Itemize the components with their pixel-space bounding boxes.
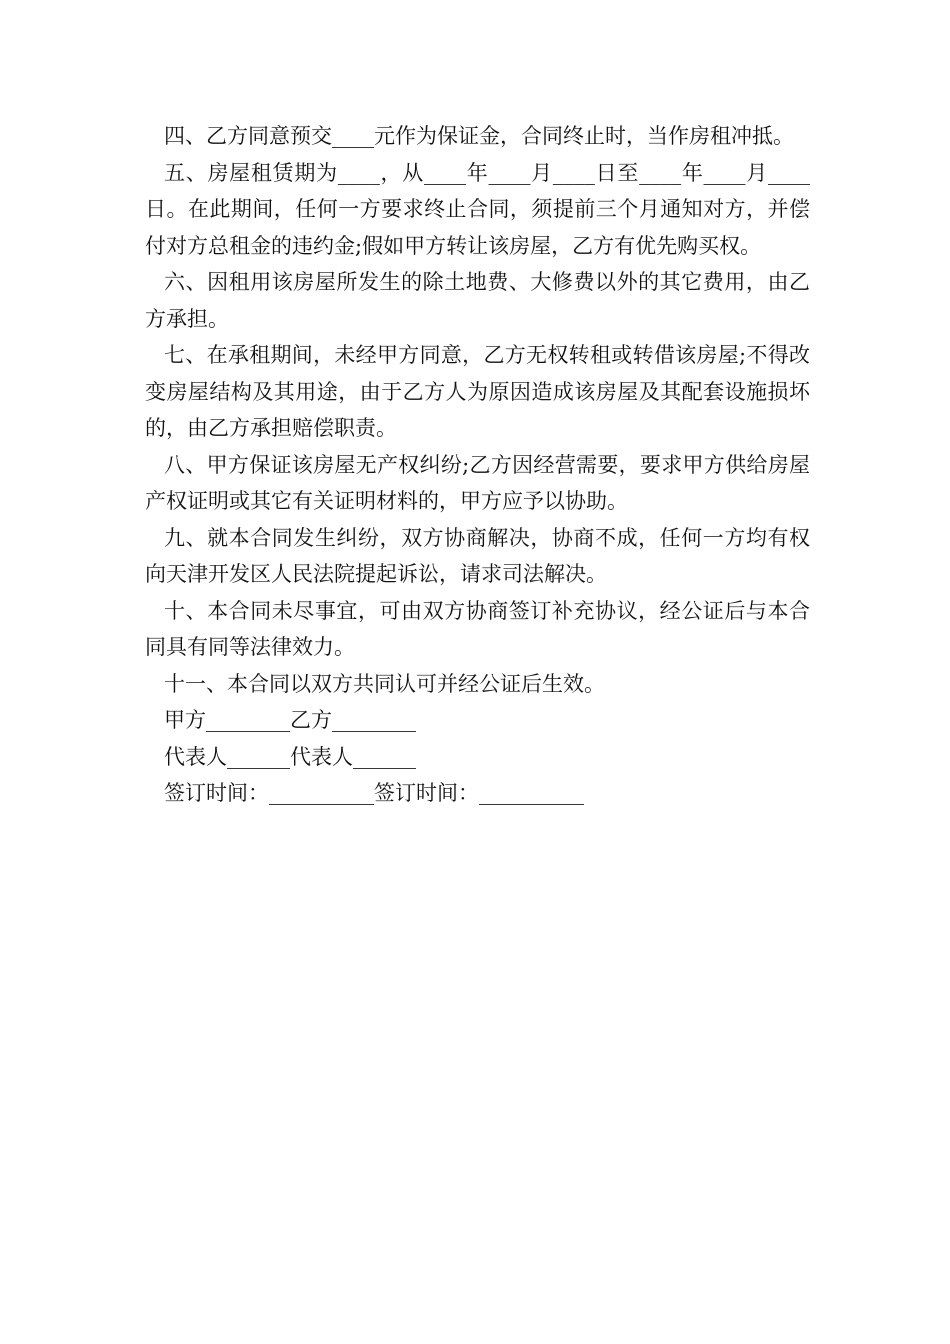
clause-4: 四、乙方同意预交____元作为保证金，合同终止时，当作房租冲抵。 — [164, 124, 794, 148]
clause-6: 六、因租用该房屋所发生的除土地费、大修费以外的其它费用，由乙方承担。 — [145, 270, 810, 331]
clause-9: 九、就本合同发生纠纷，双方协商解决，协商不成，任何一方均有权向天津开发区人民法院提起诉讼，请求司法解决。 — [145, 525, 810, 586]
signature-parties: 甲方________乙方________ — [164, 708, 416, 732]
clause-7: 七、在承租期间，未经甲方同意，乙方无权转租或转借该房屋;不得改变房屋结构及其用途，由于乙方人为原因造成该房屋及其配套设施损坏的，由乙方承担赔偿职责。 — [145, 343, 810, 440]
clause-11: 十一、本合同以双方共同认可并经公证后生效。 — [164, 671, 605, 696]
clause-10: 十、本合同未尽事宜，可由双方协商签订补充协议，经公证后与本合同具有同等法律效力。 — [145, 598, 810, 659]
contract-body — [145, 118, 810, 812]
clause-5: 五、房屋租赁期为____，从____年____月____日至____年____月____日。在此期间，任何一方要求终止合同，须提前三个月通知对方，并偿付对方总租金的违约金;假如甲方转让该房屋，乙方有优先购买权。 — [145, 160, 810, 258]
signature-representatives: 代表人______代表人______ — [164, 744, 416, 769]
clause-8: 八、甲方保证该房屋无产权纠纷;乙方因经营需要，要求甲方供给房屋产权证明或其它有关证明材料的，甲方应予以协助。 — [145, 452, 810, 513]
signature-dates: 签订时间：__________签订时间：__________ — [164, 781, 584, 805]
